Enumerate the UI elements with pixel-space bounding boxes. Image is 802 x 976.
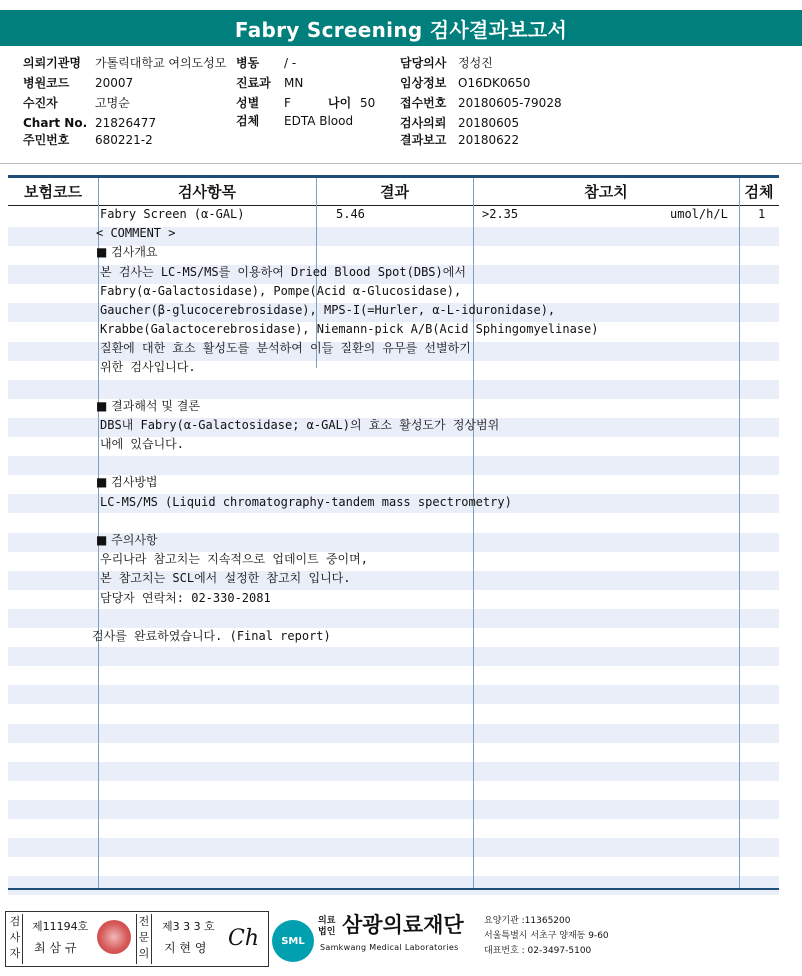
recipient-label: 수진자 (23, 96, 58, 110)
receipt-value: 20180605-79028 (458, 96, 562, 110)
sex-value: F (284, 96, 291, 110)
specialist-name: 지 현 영 (164, 941, 207, 955)
unit-value: umol/h/L (670, 207, 728, 221)
specimen-label: 검체 (236, 114, 260, 128)
ward-label: 병동 (236, 56, 260, 70)
comment-line: Fabry(α-Galactosidase), Pompe(Acid α-Glucosidase), (100, 284, 462, 298)
comment-line: ■ 결과해석 및 결론 (96, 399, 200, 413)
recipient-value: 고명순 (95, 96, 130, 110)
comment-line: Gaucher(β-glucocerebrosidase), MPS-I(=Hurler, α-L-iduronidase), (100, 303, 556, 317)
org-name: 삼광의료재단 (342, 913, 464, 937)
doctor-value: 정성진 (458, 56, 493, 70)
row-stripe (8, 724, 779, 743)
comment-line: 위한 검사입니다. (100, 360, 196, 374)
row-stripe (8, 762, 779, 781)
row-stripe (8, 838, 779, 857)
sml-logo-icon (272, 920, 314, 962)
signature: Ch (228, 926, 260, 951)
report-footer (0, 908, 802, 976)
sex-label: 성별 (236, 96, 260, 110)
column-divider (739, 178, 740, 888)
age-label: 나이 (328, 96, 352, 110)
comment-line: 본 참고치는 SCL에서 설정한 참고치 입니다. (100, 571, 351, 585)
column-divider (473, 178, 474, 888)
doctor-label: 담당의사 (400, 56, 447, 70)
chart-label: Chart No. (23, 116, 88, 130)
age-value: 50 (360, 96, 376, 110)
row-stripe (8, 685, 779, 704)
dept-value: MN (284, 76, 304, 90)
comment-line: Krabbe(Galactocerebrosidase), Niemann-pick A/B(Acid Sphingomyelinase) (100, 322, 599, 336)
comment-line: 본 검사는 LC-MS/MS를 이용하여 Dried Blood Spot(DBS)에서 (100, 265, 466, 279)
ward-value: / - (284, 56, 297, 70)
reported-value: 20180622 (458, 133, 520, 147)
org-type: 의료법인 (318, 916, 336, 937)
test-item-value: Fabry Screen (α-GAL) (100, 207, 245, 221)
table-bottom-border (8, 888, 779, 890)
row-stripe (8, 876, 779, 895)
seal-stamp-icon (97, 920, 131, 954)
header-test-item: 검사항목 (178, 182, 236, 201)
comment-line: 검사를 완료하였습니다. (Final report) (92, 629, 331, 643)
specimen-value: EDTA Blood (284, 114, 354, 128)
requested-label: 검사의뢰 (400, 116, 447, 130)
comment-line: LC-MS/MS (Liquid chromatography-tandem mass spectrometry) (100, 495, 512, 509)
org-phone: 대표번호 : 02-3497-5100 (484, 946, 592, 956)
report-title: Fabry Screening 검사결과보고서 (0, 10, 802, 46)
logo-text: SML (281, 935, 305, 947)
result-value: 5.46 (336, 207, 365, 221)
comment-line: ■ 검사방법 (96, 475, 158, 489)
section-divider (0, 163, 802, 164)
clinical-label: 임상정보 (400, 76, 447, 90)
hospital-code-label: 병원코드 (23, 76, 70, 90)
reported-label: 결과보고 (400, 133, 447, 147)
comment-line: ■ 검사개요 (96, 245, 158, 259)
tester-name: 최 삼 규 (34, 941, 77, 955)
requested-value: 20180605 (458, 116, 520, 130)
comment-line: ■ 주의사항 (96, 533, 158, 547)
comment-line: 우리나라 참고치는 지속적으로 업데이트 중이며, (100, 552, 368, 566)
header-reference: 참고치 (584, 182, 628, 201)
tester-label: 검사자 (8, 914, 23, 964)
specimen-count: 1 (758, 207, 766, 221)
reference-value: >2.35 (482, 207, 519, 221)
id-value: 680221-2 (95, 133, 153, 147)
row-stripe (8, 800, 779, 819)
specialist-label: 전문의 (136, 914, 152, 964)
header-result: 결과 (380, 182, 409, 201)
header-specimen: 검체 (744, 182, 774, 201)
org-code: 요양기관 :11365200 (484, 916, 571, 926)
hospital-code-value: 20007 (95, 76, 134, 90)
id-label: 주민번호 (23, 133, 70, 147)
institution-value: 가톨릭대학교 여의도성모 (95, 56, 227, 70)
dept-label: 진료과 (236, 76, 271, 90)
specialist-number: 제3 3 3 호 (162, 920, 215, 933)
row-stripe (8, 609, 779, 628)
institution-label: 의뢰기관명 (23, 56, 81, 70)
tester-number: 제11194호 (32, 920, 89, 933)
comment-line: 내에 있습니다. (100, 437, 185, 451)
clinical-value: O16DK0650 (458, 76, 531, 90)
org-address: 서울특별시 서초구 양재동 9-60 (484, 931, 609, 941)
row-stripe (8, 647, 779, 666)
signature-box (5, 911, 269, 967)
comment-line: < COMMENT > (96, 226, 176, 240)
chart-value: 21826477 (95, 116, 157, 130)
org-english: Samkwang Medical Laboratories (320, 943, 459, 952)
header-insurance-code: 보험코드 (24, 182, 82, 201)
comment-line: 질환에 대한 효소 활성도를 분석하여 이들 질환의 유무를 선별하기 (100, 341, 471, 355)
receipt-label: 접수번호 (400, 96, 447, 110)
comment-line: 담당자 연락처: 02-330-2081 (100, 591, 271, 605)
comment-line: DBS내 Fabry(α-Galactosidase; α-GAL)의 효소 활성도가 정상범위 (100, 418, 500, 432)
